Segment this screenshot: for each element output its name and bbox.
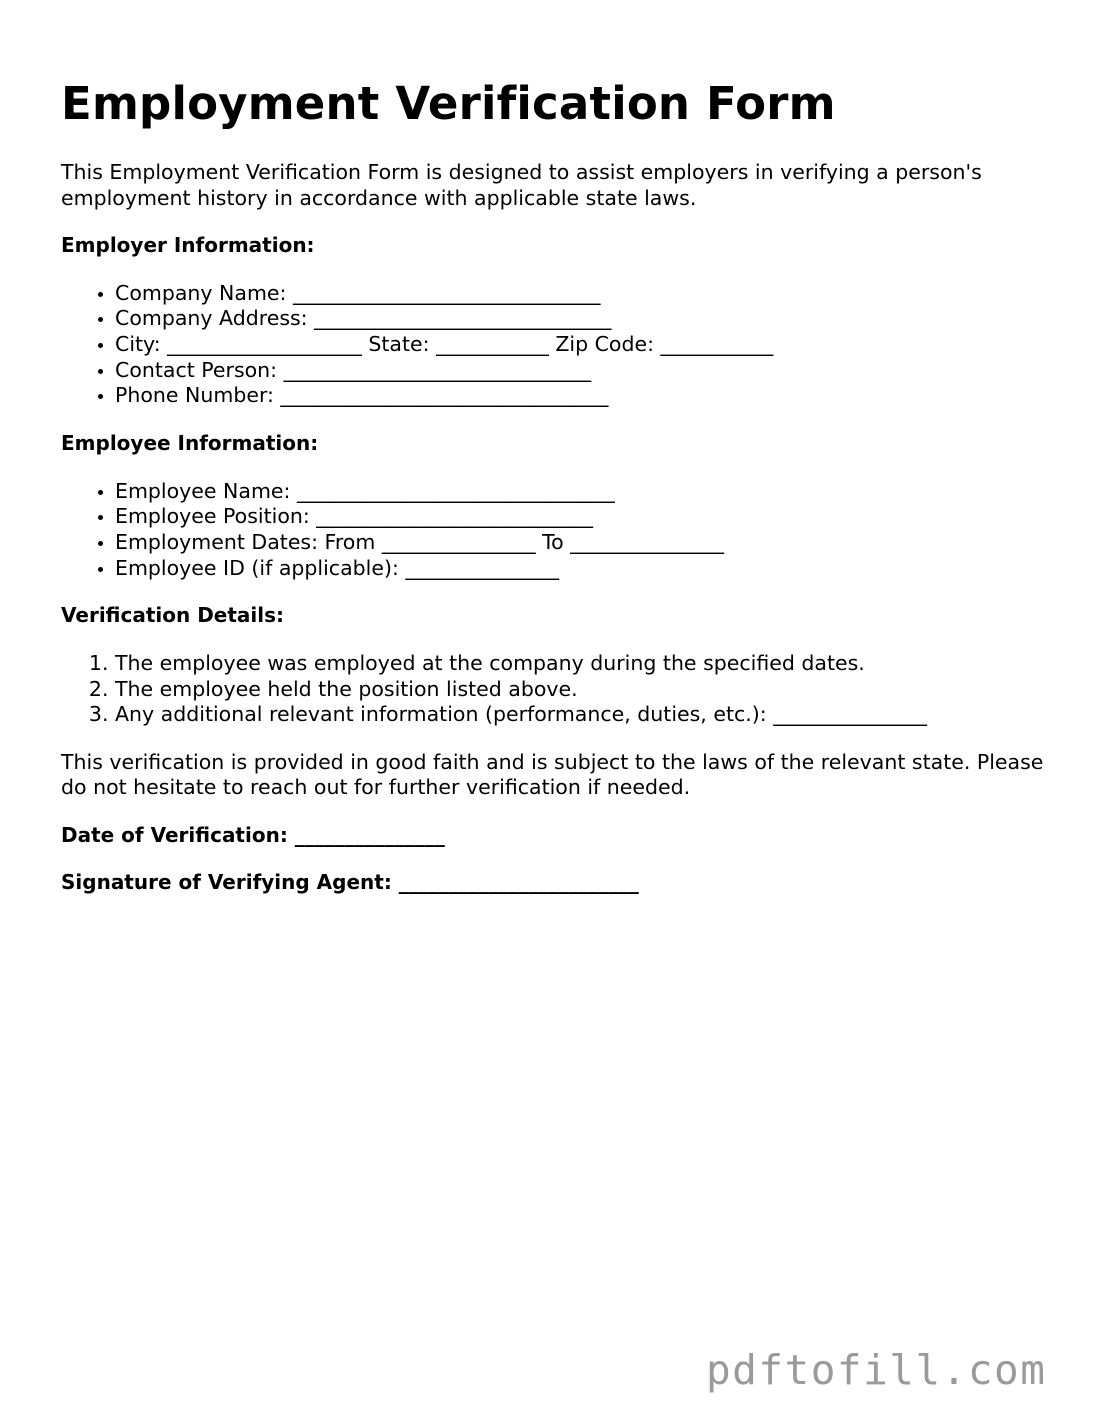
date-of-verification-field: Date of Verification: _______________ [61,822,445,847]
verification-details-list [61,651,1051,728]
employment-dates-field: • Employment Dates: From _______________ To _______________ [115,530,1051,556]
employer-info-heading: Employer Information: [61,233,315,257]
verification-item: 2. The employee held the position listed above. [115,677,1051,703]
employee-position-field: • Employee Position: ___________________________ [115,504,1051,530]
page-title: Employment Verification Form [61,77,836,130]
signature-field: Signature of Verifying Agent: ________________________ [61,870,639,895]
employee-name-field: • Employee Name: _______________________________ [115,479,1051,505]
employer-info-list [61,281,1051,410]
company-name-field: • Company Name: ______________________________ [115,281,1051,307]
employee-id-field: • Employee ID (if applicable): _______________ [115,556,1051,582]
employee-info-list [61,479,1051,582]
verification-item: 1. The employee was employed at the company during the specified dates. [115,651,1051,677]
form-page [61,78,1051,918]
contact-person-field: • Contact Person: ______________________________ [115,358,1051,384]
employee-info-heading: Employee Information: [61,431,319,456]
phone-number-field: • Phone Number: ________________________________ [115,383,1051,409]
verification-item: 3. Any additional relevant information (performance, duties, etc.): _______________ [115,702,1051,728]
verification-details-heading: Verification Details: [61,603,285,628]
watermark: pdftofill.com [706,1346,1047,1394]
city-state-zip-field: • City: ___________________ State: ___________ Zip Code: ___________ [115,332,1051,358]
intro-paragraph: This Employment Verification Form is designed to assist employers in verifying a person's employment history in accordance with applicable state laws. [61,160,982,210]
company-address-field: • Company Address: _____________________________ [115,306,1051,332]
closing-paragraph: This verification is provided in good faith and is subject to the laws of the relevant state. Please do not hesitate to reach out for further verification if needed. [61,749,1044,800]
